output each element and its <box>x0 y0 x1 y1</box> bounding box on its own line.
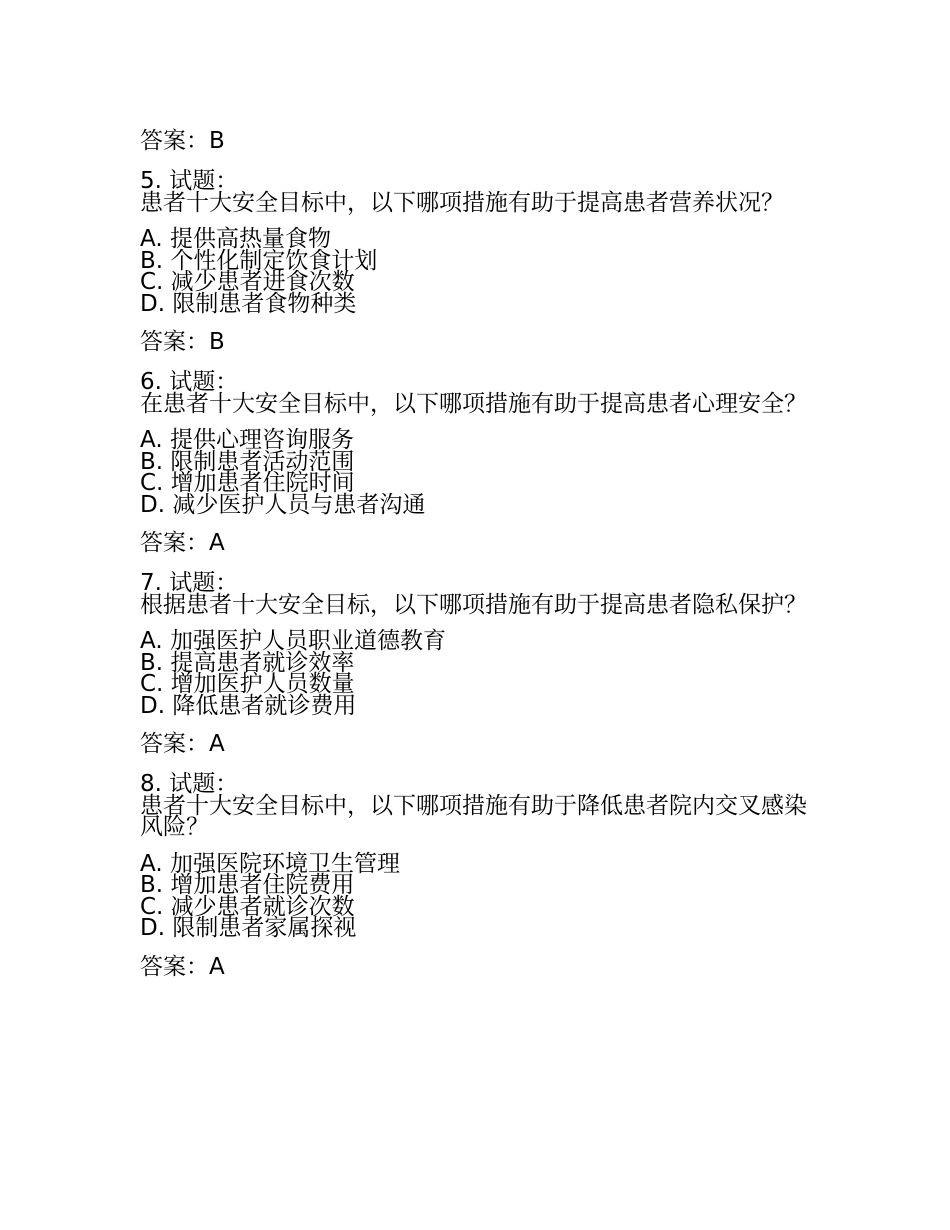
option-d: D. 减少医护人员与患者沟通 <box>140 491 426 518</box>
option-list <box>140 628 820 719</box>
document-page <box>140 126 820 982</box>
option-d: D. 限制患者家属探视 <box>140 915 357 941</box>
option-b: B. 个性化制定饮食计划 <box>140 247 378 274</box>
question-block <box>140 168 820 357</box>
option-c: C. 增加患者住院时间 <box>140 470 355 496</box>
option-c: C. 减少患者进食次数 <box>140 269 355 295</box>
option-a: A. 加强医院环境卫生管理 <box>140 850 400 877</box>
option-c: C. 减少患者就诊次数 <box>140 893 355 920</box>
answer-line: 答案：A <box>140 953 225 980</box>
answer-line: 答案：B <box>140 329 225 355</box>
question-text: 患者十大安全目标中，以下哪项措施有助于降低患者院内交叉感染风险？ <box>140 792 807 840</box>
option-a: A. 提供高热量食物 <box>140 226 331 252</box>
option-b: B. 限制患者活动范围 <box>140 448 355 475</box>
question-block <box>140 570 820 759</box>
option-b: B. 增加患者住院费用 <box>140 872 355 898</box>
question-block <box>140 369 820 558</box>
question-label: 7. 试题： <box>140 570 239 596</box>
option-list <box>140 850 820 941</box>
option-c: C. 增加医护人员数量 <box>140 671 355 697</box>
question-block <box>140 771 820 982</box>
option-d: D. 降低患者就诊费用 <box>140 692 357 719</box>
option-a: A. 提供心理咨询服务 <box>140 427 354 453</box>
answer-line: 答案：B <box>140 128 225 154</box>
answer-line: 答案：A <box>140 731 225 757</box>
question-label: 6. 试题： <box>140 369 239 395</box>
question-text: 患者十大安全目标中，以下哪项措施有助于提高患者营养状况？ <box>140 189 784 216</box>
answer-line: 答案：A <box>140 530 225 556</box>
option-d: D. 限制患者食物种类 <box>140 290 357 317</box>
question-label: 5. 试题： <box>140 168 239 194</box>
question-text: 根据患者十大安全目标，以下哪项措施有助于提高患者隐私保护？ <box>140 591 807 618</box>
option-b: B. 提高患者就诊效率 <box>140 649 355 676</box>
question-text: 在患者十大安全目标中，以下哪项措施有助于提高患者心理安全？ <box>140 390 807 417</box>
option-list <box>140 226 820 317</box>
option-list <box>140 427 820 518</box>
option-a: A. 加强医护人员职业道德教育 <box>140 628 446 654</box>
question-label: 8. 试题： <box>140 771 239 797</box>
